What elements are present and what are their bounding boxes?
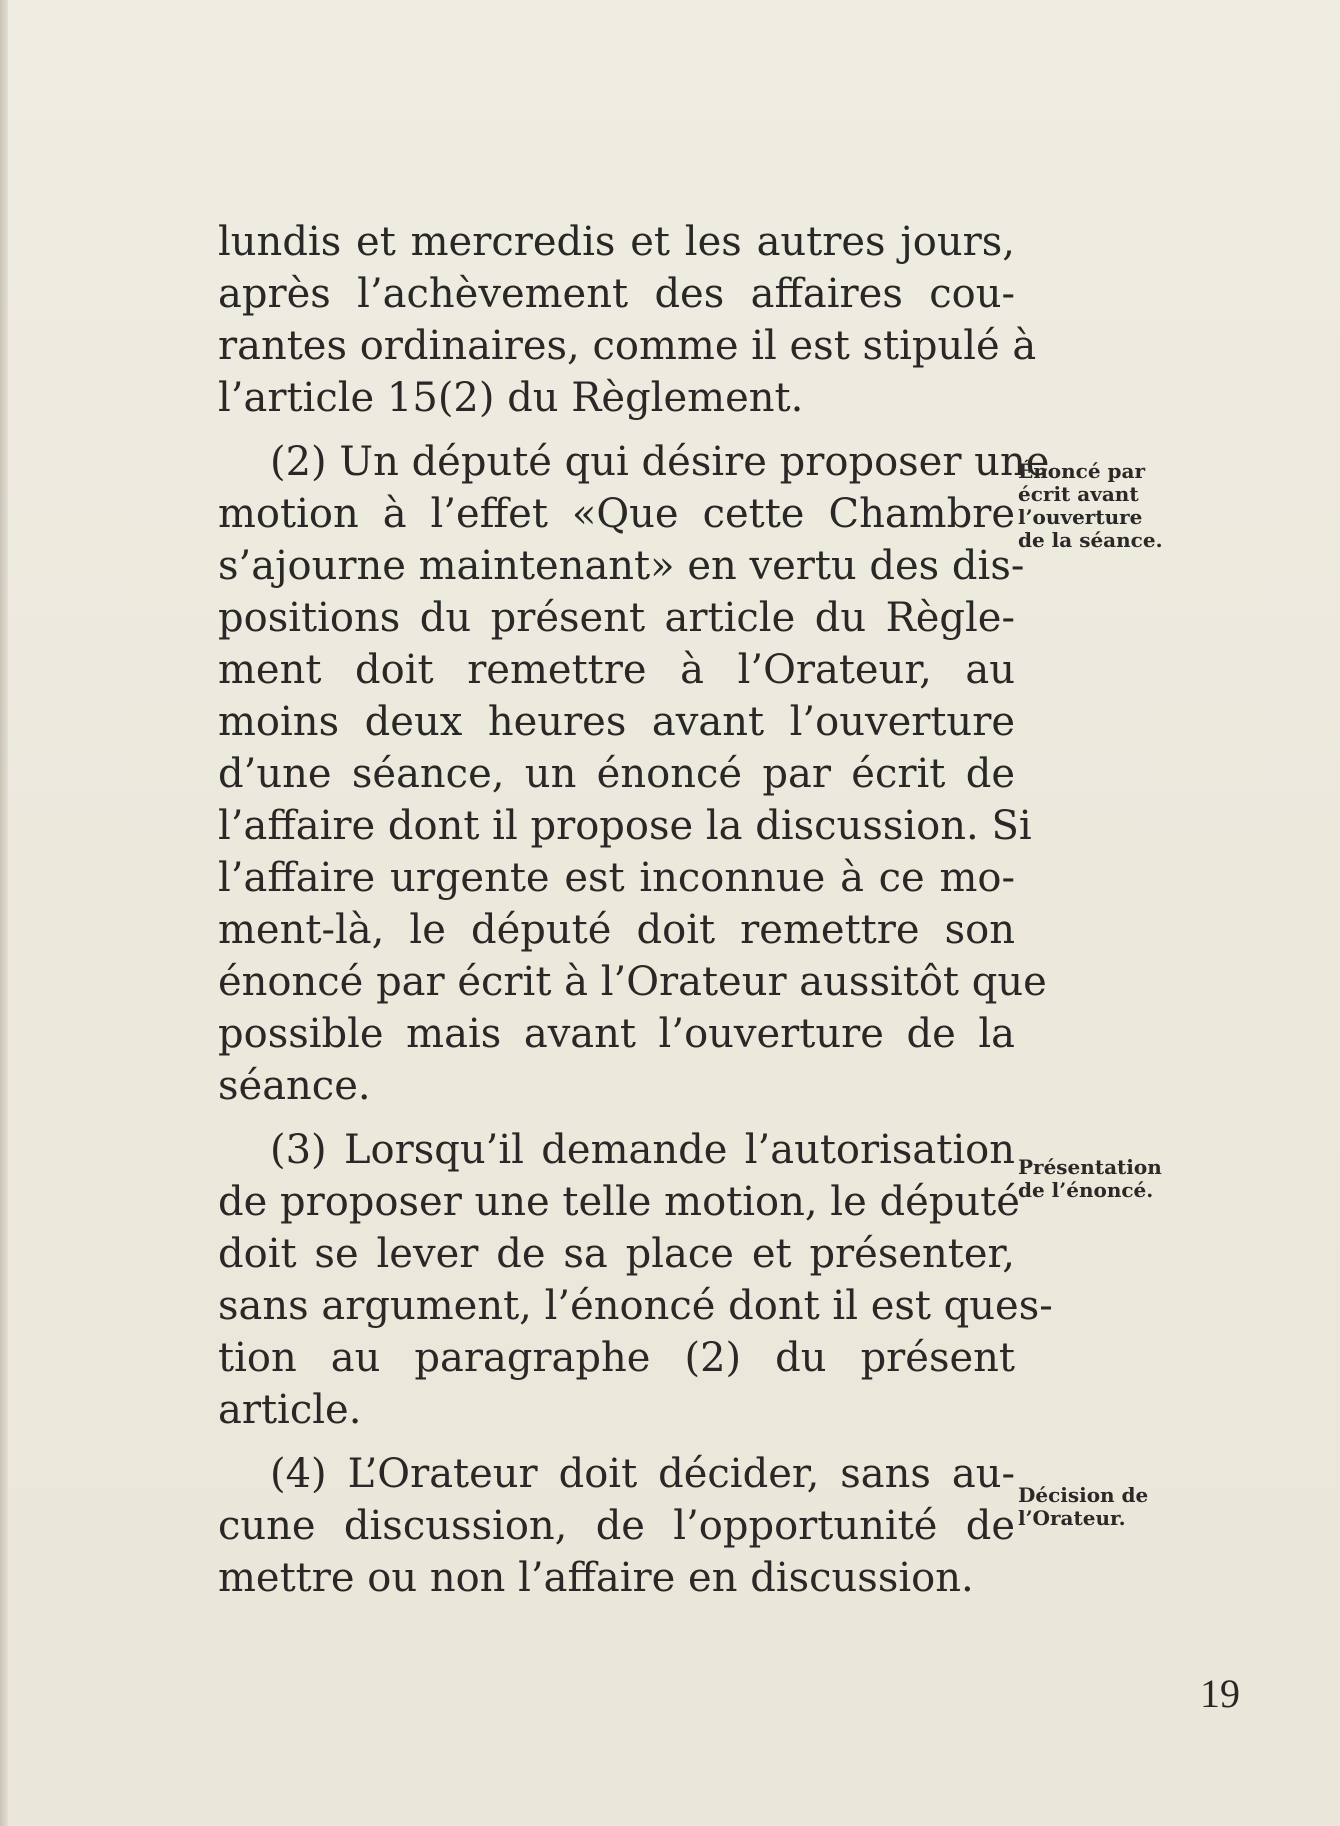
text-line: possible mais avant l’ouverture de la (218, 1011, 1015, 1057)
margin-note-line: l’ouverture (1018, 505, 1143, 529)
text-line: énoncé par écrit à l’Orateur aussitôt que (218, 959, 1047, 1005)
text-line: s’ajourne maintenant» en vertu des dis- (218, 543, 1025, 589)
text-line: séance. (218, 1063, 371, 1109)
margin-note-line: Énoncé par (1018, 459, 1146, 483)
text-line: (3) Lorsqu’il demande l’autorisation (270, 1127, 1015, 1173)
paragraph-1 (218, 216, 1037, 424)
text-line: sans argument, l’énoncé dont il est ques- (218, 1283, 1053, 1329)
margin-note-line: l’Orateur. (1018, 1506, 1126, 1530)
text-line: ment-là, le député doit remettre son (218, 907, 1015, 953)
text-line: moins deux heures avant l’ouverture (218, 699, 1015, 745)
margin-note-line: Décision de (1018, 1483, 1149, 1507)
paragraph-2 (218, 436, 1050, 1112)
margin-note-line: de la séance. (1018, 528, 1163, 552)
page-edge-shadow (0, 0, 8, 1826)
body-text (218, 216, 1053, 1604)
margin-note-enonce (1018, 460, 1193, 552)
text-line: tion au paragraphe (2) du présent (218, 1335, 1015, 1381)
text-line: cune discussion, de l’opportunité de (218, 1503, 1015, 1549)
text-line: rantes ordinaires, comme il est stipulé à (218, 323, 1037, 369)
text-line: motion à l’effet «Que cette Chambre (218, 491, 1015, 537)
text-line: (4) L’Orateur doit décider, sans au- (270, 1451, 1015, 1497)
margin-note-line: de l’énoncé. (1018, 1178, 1154, 1202)
page-number: 19 (1200, 1671, 1240, 1716)
text-line: (2) Un député qui désire proposer une (270, 439, 1050, 485)
paragraph-4 (218, 1448, 1015, 1604)
margin-note-line: écrit avant (1018, 482, 1139, 506)
text-line: après l’achèvement des affaires cou- (218, 271, 1015, 317)
text-line: positions du présent article du Règle- (218, 595, 1015, 641)
text-line: doit se lever de sa place et présenter, (218, 1231, 1015, 1277)
margin-note-line: Présentation (1018, 1155, 1162, 1179)
margin-note-decision (1018, 1484, 1193, 1530)
text-line: de proposer une telle motion, le député (218, 1179, 1020, 1225)
text-line: lundis et mercredis et les autres jours, (218, 219, 1015, 265)
text-line: article. (218, 1387, 362, 1433)
text-line: l’affaire urgente est inconnue à ce mo- (218, 855, 1015, 901)
text-line: ment doit remettre à l’Orateur, au (218, 647, 1015, 693)
text-line: l’affaire dont il propose la discussion. Si (218, 803, 1032, 849)
margin-note-presentation (1018, 1156, 1193, 1202)
paragraph-3 (218, 1124, 1053, 1436)
text-line: d’une séance, un énoncé par écrit de (218, 751, 1015, 797)
text-line: l’article 15(2) du Règlement. (218, 375, 804, 421)
text-line: mettre ou non l’affaire en discussion. (218, 1555, 974, 1601)
